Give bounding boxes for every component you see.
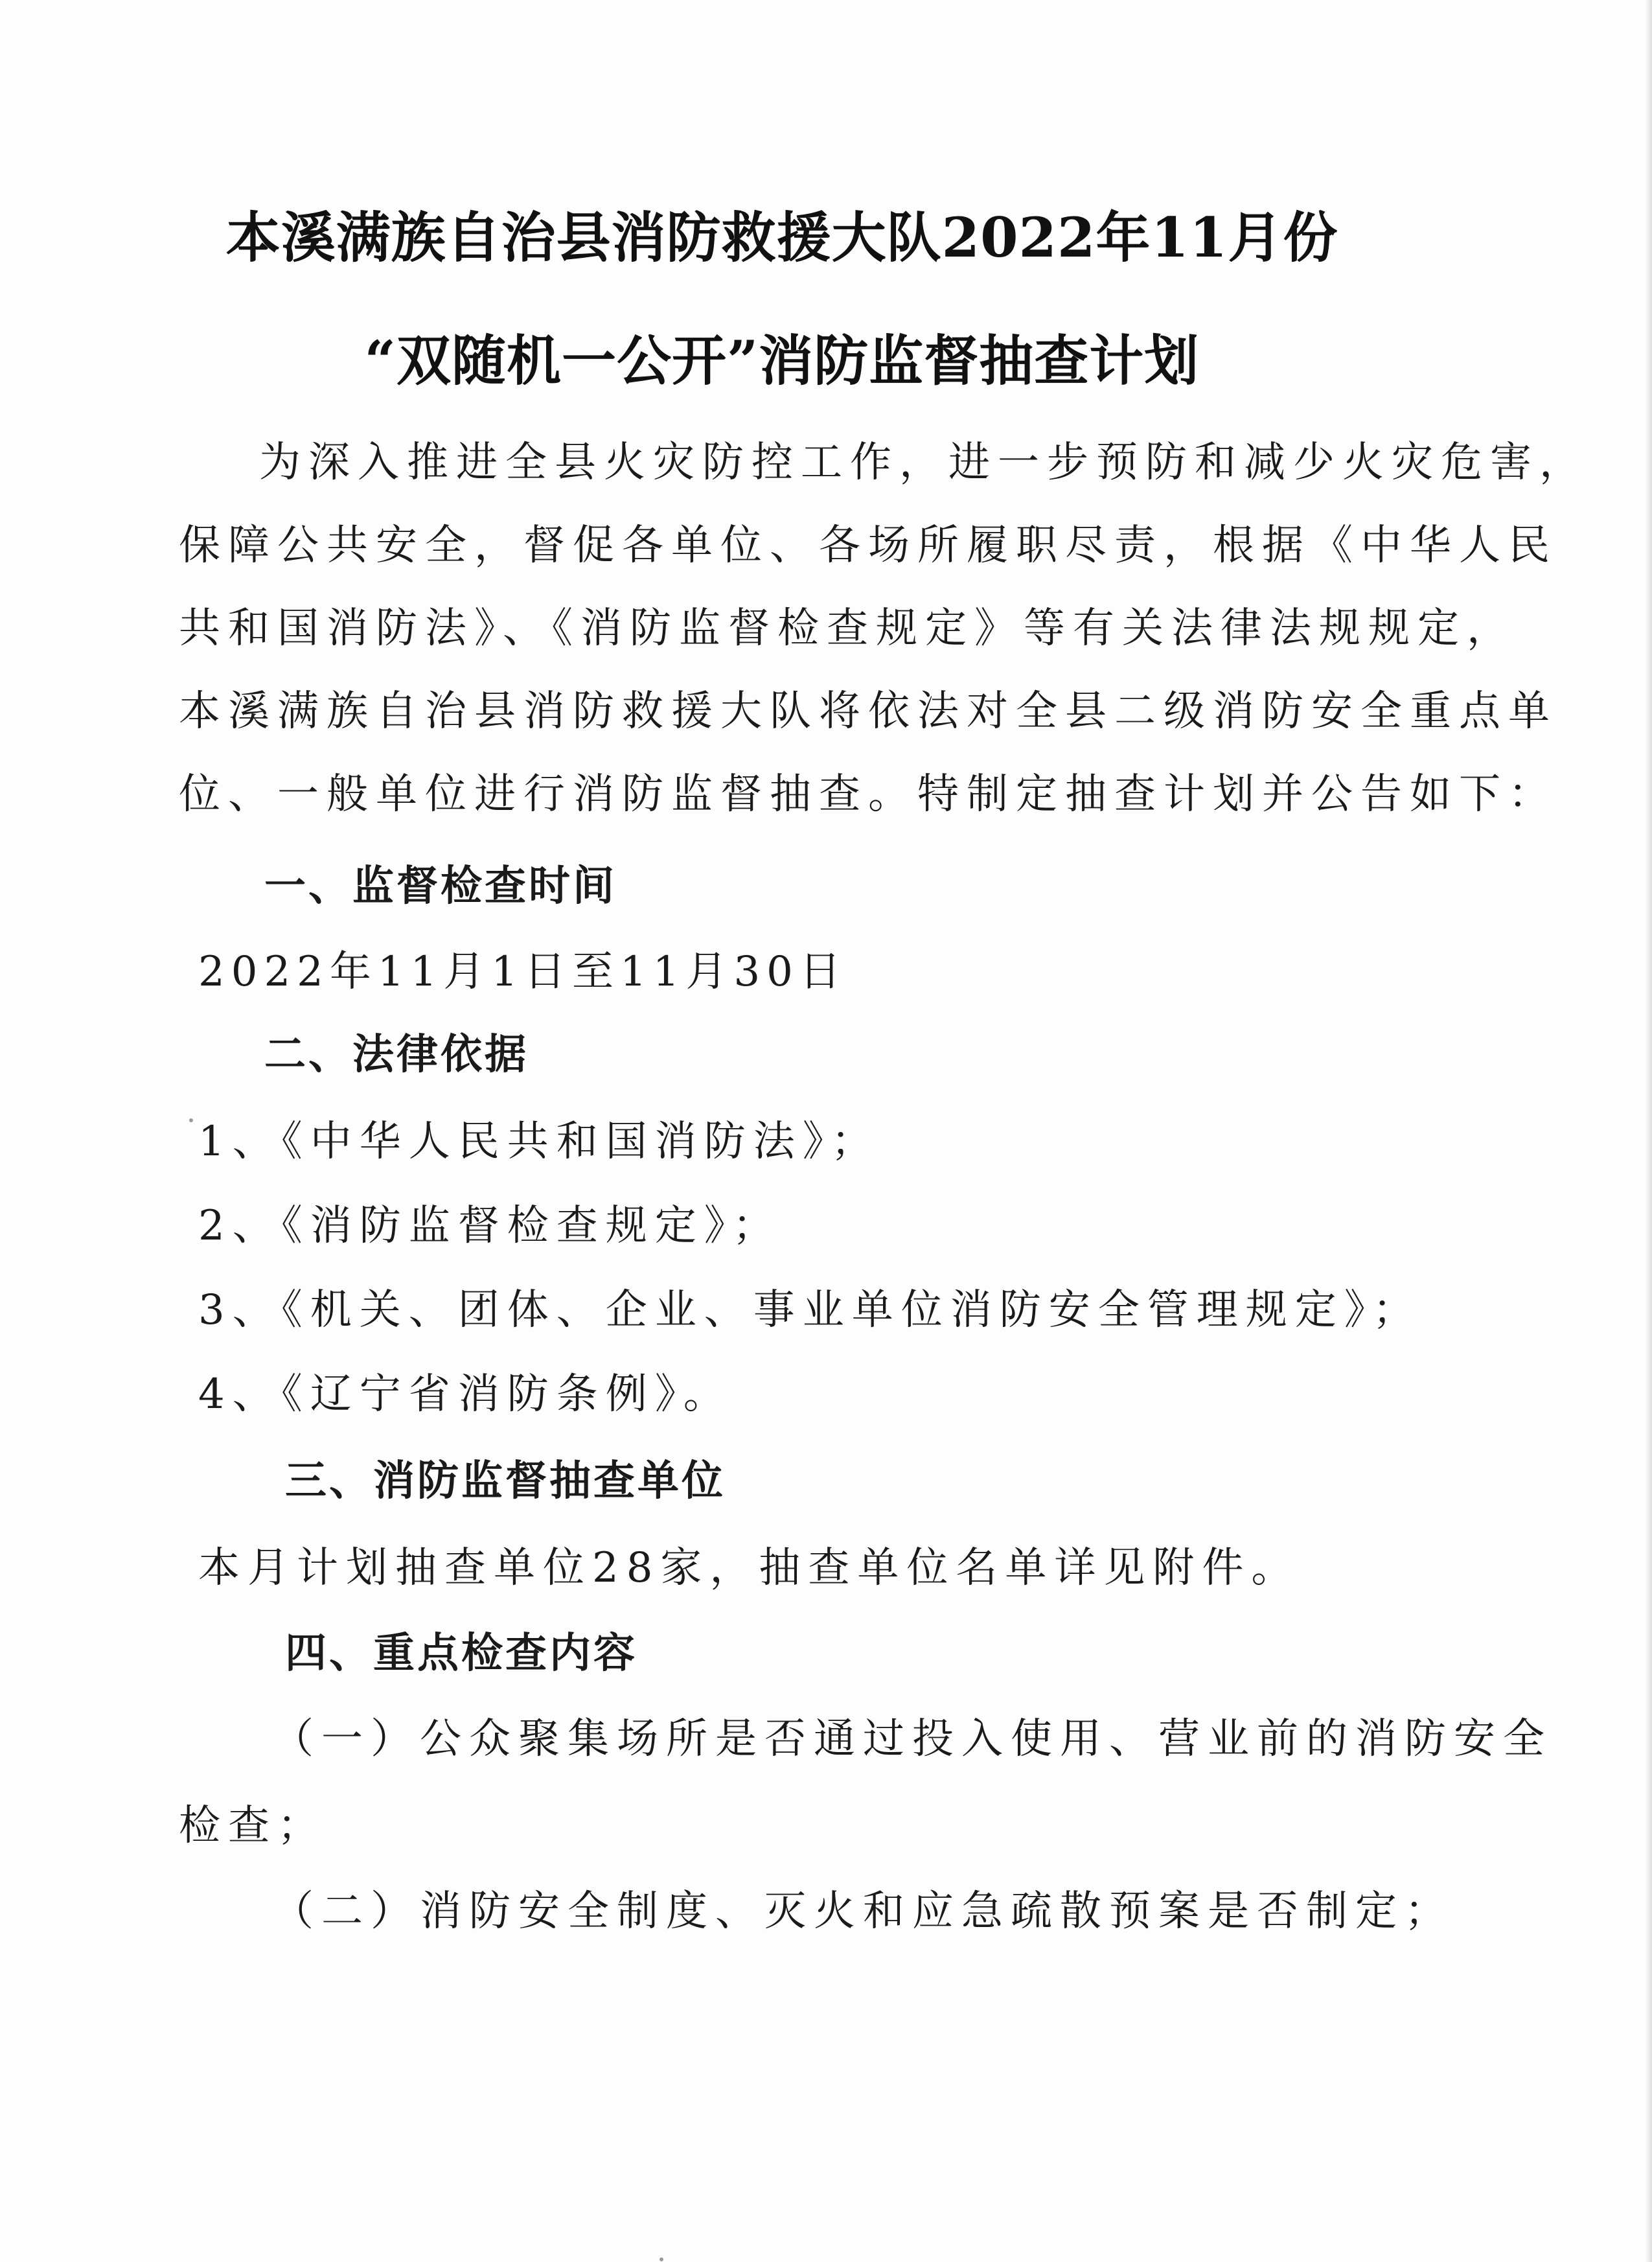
- inspection-units-text: 本月计划抽查单位28家，抽查单位名单详见附件。: [198, 1544, 1301, 1592]
- check-item-1-line-2: 检查；: [179, 1802, 327, 1850]
- intro-line-1: 为深入推进全县火灾防控工作，进一步预防和减少火灾危害，: [259, 439, 1589, 487]
- law-item-3: 3、《机关、团体、企业、事业单位消防安全管理规定》；: [198, 1286, 1422, 1334]
- intro-line-4: 本溪满族自治县消防救援大队将依法对全县二级消防安全重点单: [179, 687, 1557, 735]
- law-item-2: 2、《消防监督检查规定》；: [198, 1202, 782, 1250]
- document-title-line-1: 本溪满族自治县消防救援大队2022年11月份: [225, 205, 1338, 270]
- scan-speck: [660, 2257, 663, 2261]
- intro-line-3: 共和国消防法》、《消防监督检查规定》等有关法律法规规定，: [179, 605, 1516, 652]
- law-item-1: 1、《中华人民共和国消防法》；: [198, 1118, 880, 1166]
- intro-line-5: 位、一般单位进行消防监督抽查。特制定抽查计划并公告如下：: [179, 770, 1557, 818]
- check-item-1-line-1: （一）公众聚集场所是否通过投入使用、营业前的消防安全: [272, 1715, 1552, 1763]
- document-title-line-2: “双随机一公开”消防监督抽查计划: [364, 329, 1200, 393]
- section-3-heading: 三、消防监督抽查单位: [285, 1457, 726, 1505]
- scan-edge-shadow: [1646, 0, 1652, 2262]
- check-item-2: （二）消防安全制度、灭火和应急疏散预案是否制定；: [272, 1887, 1454, 1935]
- section-4-heading: 四、重点检查内容: [285, 1630, 637, 1678]
- law-item-4: 4、《辽宁省消防条例》。: [198, 1370, 733, 1418]
- section-2-heading: 二、法律依据: [264, 1031, 529, 1079]
- intro-line-2: 保障公共安全，督促各单位、各场所履职尽责，根据《中华人民: [179, 522, 1557, 570]
- inspection-period: 2022年11月1日至11月30日: [198, 948, 847, 996]
- scan-speck: [189, 1118, 193, 1122]
- section-1-heading: 一、监督检查时间: [264, 862, 617, 910]
